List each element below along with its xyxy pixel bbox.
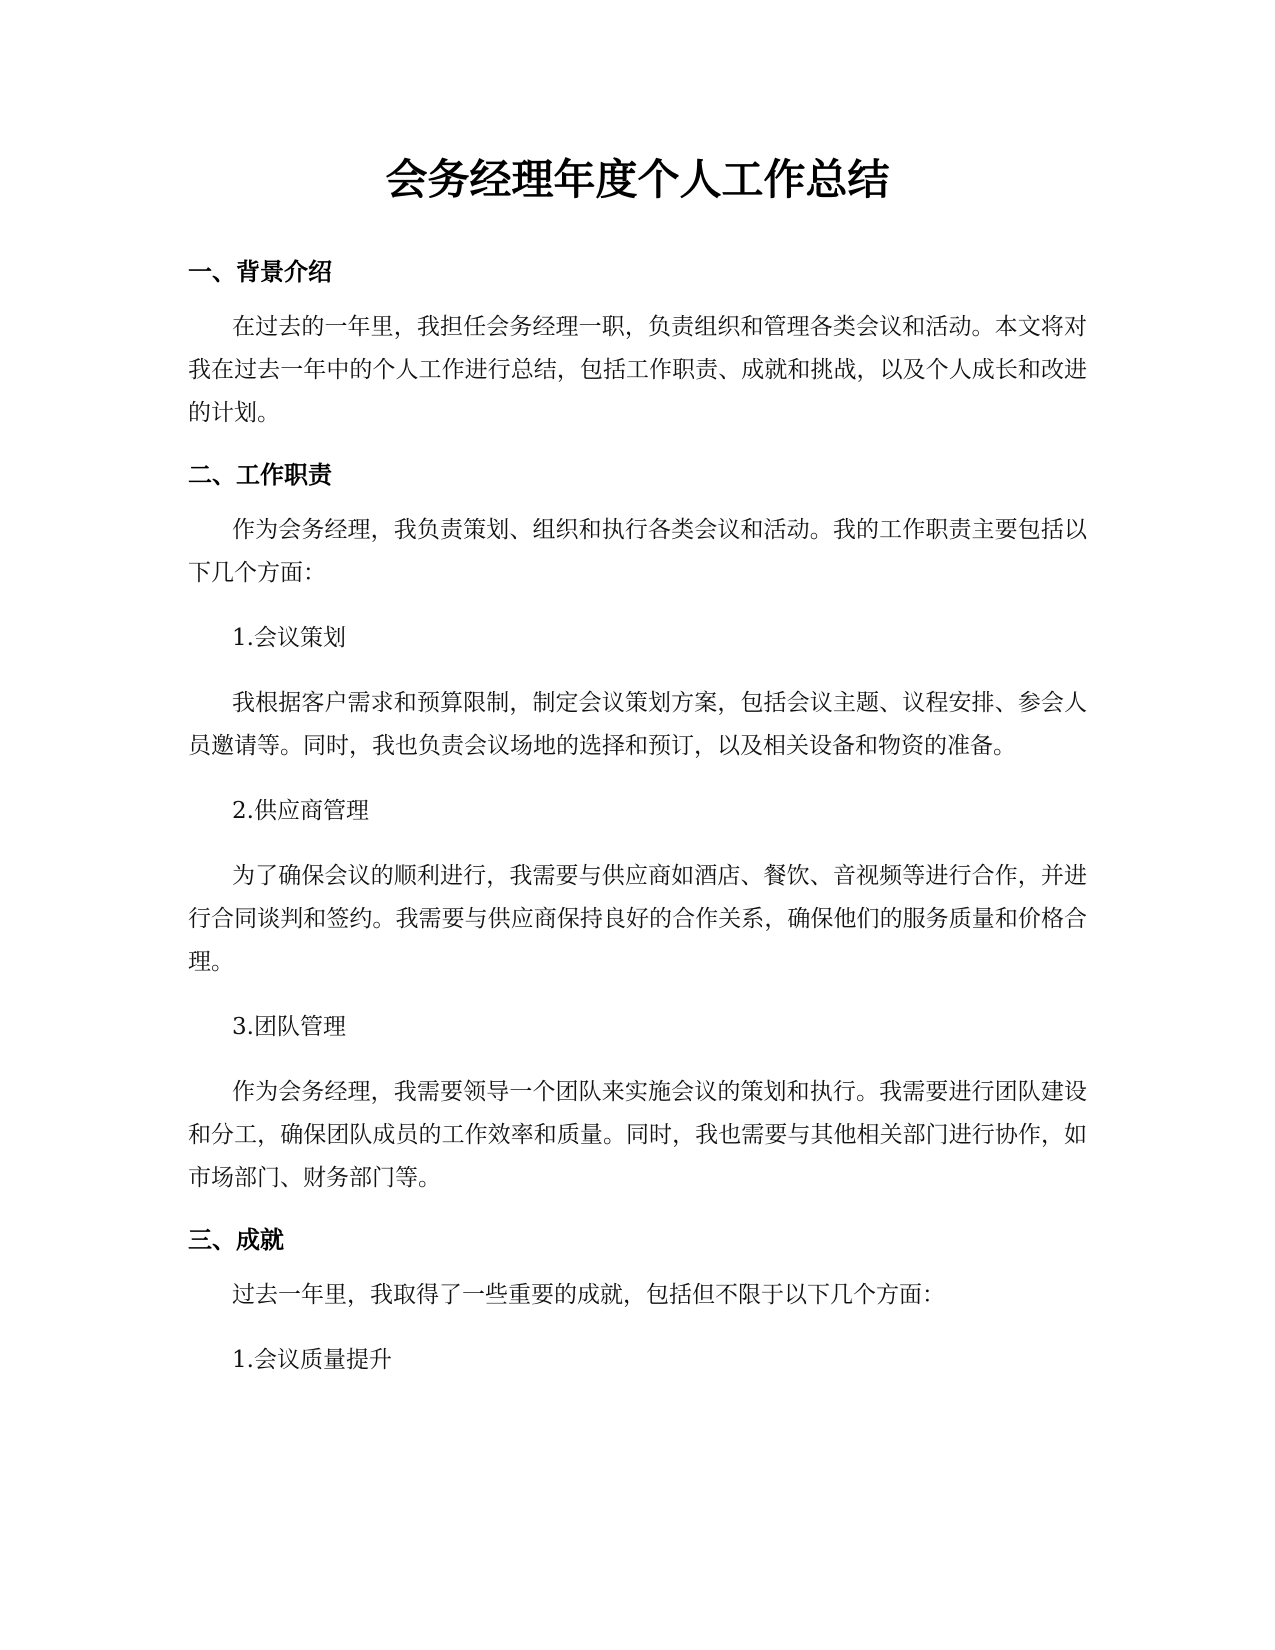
paragraph-meeting-planning: 我根据客户需求和预算限制，制定会议策划方案，包括会议主题、议程安排、参会人员邀请等。同时，我也负责会议场地的选择和预订，以及相关设备和物资的准备。: [188, 690, 1087, 759]
paragraph-achievements-intro: 过去一年里，我取得了一些重要的成就，包括但不限于以下几个方面：: [232, 1282, 945, 1308]
section-heading-achievements: 三、成就: [188, 1226, 284, 1254]
item-title-team-management: 3.团队管理: [232, 1014, 346, 1040]
item-title-supplier-management: 2.供应商管理: [232, 798, 369, 824]
paragraph-responsibilities-intro: 作为会务经理，我负责策划、组织和执行各类会议和活动。我的工作职责主要包括以下几个方面：: [188, 517, 1087, 586]
item-title-meeting-planning: 1.会议策划: [232, 625, 346, 651]
paragraph-supplier-management: 为了确保会议的顺利进行，我需要与供应商如酒店、餐饮、音视频等进行合作，并进行合同谈判和签约。我需要与供应商保持良好的合作关系，确保他们的服务质量和价格合理。: [188, 863, 1087, 975]
document-body: [188, 150, 1087, 1404]
section-heading-background: 一、背景介绍: [188, 258, 332, 286]
paragraph-team-management: 作为会务经理，我需要领导一个团队来实施会议的策划和执行。我需要进行团队建设和分工，确保团队成员的工作效率和质量。同时，我也需要与其他相关部门进行协作，如市场部门、财务部门等。: [188, 1079, 1087, 1191]
section-heading-responsibilities: 二、工作职责: [188, 461, 332, 489]
paragraph-background: 在过去的一年里，我担任会务经理一职，负责组织和管理各类会议和活动。本文将对我在过去一年中的个人工作进行总结，包括工作职责、成就和挑战，以及个人成长和改进的计划。: [188, 314, 1087, 426]
item-title-meeting-quality: 1.会议质量提升: [232, 1347, 392, 1373]
document-title: 会务经理年度个人工作总结: [385, 155, 890, 204]
